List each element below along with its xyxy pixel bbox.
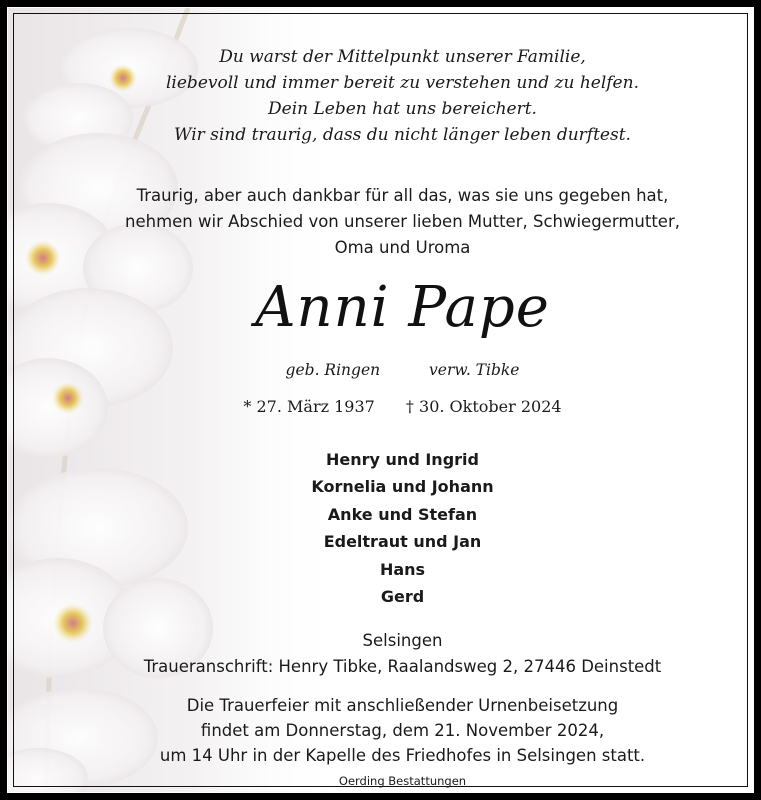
birth-date: * 27. März 1937 bbox=[243, 397, 375, 416]
family-member: Kornelia und Johann bbox=[311, 477, 494, 497]
service-info bbox=[30, 693, 761, 768]
intro-line: nehmen wir Abschied von unserer lieben Mutter, Schwiegermutter, bbox=[125, 212, 680, 231]
poem-line: Du warst der Mittelpunkt unserer Familie, bbox=[219, 47, 586, 67]
service-line: findet am Donnerstag, dem 21. November 2024, bbox=[200, 721, 605, 740]
intro-line: Traurig, aber auch dankbar für all das, was sie uns gegeben hat, bbox=[136, 186, 669, 205]
intro-line: Oma und Uroma bbox=[334, 238, 471, 257]
deceased-name: Anni Pape bbox=[255, 275, 550, 340]
town: Selsingen bbox=[362, 631, 443, 650]
poem bbox=[30, 44, 761, 148]
notice-card bbox=[7, 7, 754, 793]
address-block bbox=[30, 628, 761, 680]
undertaker-credit: Oerding Bestattungen bbox=[338, 774, 467, 788]
widowed-name: verw. Tibke bbox=[429, 361, 520, 379]
name-details bbox=[30, 360, 761, 380]
poem-line: Wir sind traurig, dass du nicht länger leben durftest. bbox=[174, 125, 631, 145]
notice-content bbox=[8, 8, 753, 792]
family-member: Hans bbox=[379, 559, 426, 579]
death-date: † 30. Oktober 2024 bbox=[405, 397, 562, 416]
mourning-address: Traueranschrift: Henry Tibke, Raalandsweg 2, 27446 Deinstedt bbox=[143, 657, 662, 676]
service-line: Die Trauerfeier mit anschließender Urnenbeisetzung bbox=[186, 696, 619, 715]
intro-text bbox=[30, 183, 761, 261]
family-member: Gerd bbox=[380, 587, 425, 607]
family-member: Edeltraut und Jan bbox=[323, 532, 482, 552]
poem-line: Dein Leben hat uns bereichert. bbox=[268, 99, 537, 119]
family-member: Henry und Ingrid bbox=[326, 450, 479, 469]
life-dates bbox=[30, 396, 761, 418]
maiden-name: geb. Ringen bbox=[285, 361, 381, 379]
poem-line: liebevoll und immer bereit zu verstehen und zu helfen. bbox=[166, 73, 639, 93]
family-list bbox=[30, 446, 761, 610]
family-member: Anke und Stefan bbox=[327, 504, 478, 524]
service-line: um 14 Uhr in der Kapelle des Friedhofes in Selsingen statt. bbox=[159, 746, 646, 765]
